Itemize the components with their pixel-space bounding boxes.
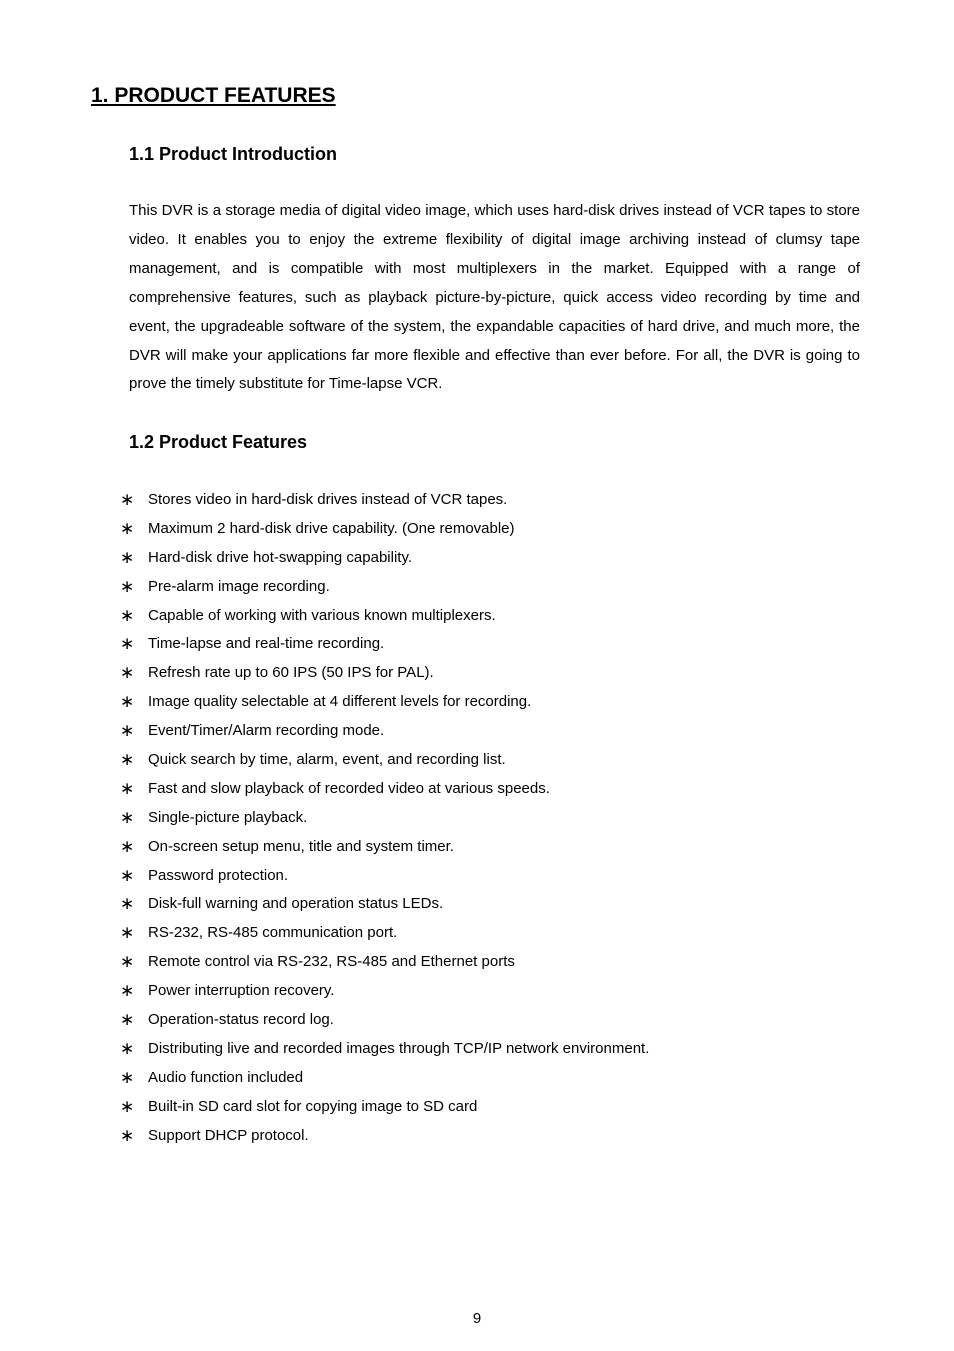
asterisk-bullet-icon: ∗: [120, 894, 135, 914]
list-item: [120, 1035, 649, 1064]
feature-text: Disk-full warning and operation status LEDs.: [148, 895, 444, 913]
feature-list: [120, 486, 649, 1150]
list-item: [120, 1006, 649, 1035]
asterisk-bullet-icon: ∗: [120, 807, 135, 827]
feature-text: Operation-status record log.: [148, 1011, 334, 1029]
feature-text: Stores video in hard-disk drives instead of VCR tapes.: [148, 491, 508, 508]
list-item: [120, 862, 649, 891]
list-item: [120, 1093, 649, 1122]
list-item: [120, 746, 649, 775]
feature-text: Time-lapse and real-time recording.: [148, 635, 385, 653]
list-item: [120, 1122, 649, 1151]
list-item: [120, 948, 649, 977]
feature-text: Quick search by time, alarm, event, and recording list.: [148, 751, 506, 769]
list-item: [120, 659, 649, 688]
asterisk-bullet-icon: ∗: [120, 981, 135, 1001]
feature-text: Maximum 2 hard-disk drive capability. (One removable): [148, 519, 515, 537]
asterisk-bullet-icon: ∗: [120, 750, 135, 770]
list-item: [120, 775, 649, 804]
feature-text: Capable of working with various known multiplexers.: [148, 606, 496, 624]
asterisk-bullet-icon: ∗: [120, 923, 135, 943]
page-title: 1. PRODUCT FEATURES: [91, 84, 336, 107]
feature-text: Password protection.: [148, 866, 289, 884]
list-item: [120, 977, 649, 1006]
asterisk-bullet-icon: ∗: [120, 778, 135, 798]
list-item: [120, 544, 649, 573]
asterisk-bullet-icon: ∗: [120, 1038, 135, 1058]
list-item: [120, 833, 649, 862]
feature-text: Refresh rate up to 60 IPS (50 IPS for PAL).: [148, 664, 434, 682]
section-title-features: 1.2 Product Features: [129, 432, 308, 452]
feature-text: Hard-disk drive hot-swapping capability.: [148, 548, 413, 566]
feature-text: Image quality selectable at 4 different levels for recording.: [148, 693, 532, 711]
asterisk-bullet-icon: ∗: [120, 518, 135, 538]
list-item: [120, 515, 649, 544]
feature-text: RS-232, RS-485 communication port.: [148, 924, 398, 942]
feature-text: Built-in SD card slot for copying image to SD card: [148, 1097, 478, 1115]
asterisk-bullet-icon: ∗: [120, 836, 135, 856]
list-item: [120, 717, 649, 746]
asterisk-bullet-icon: ∗: [120, 490, 135, 509]
list-item: [120, 688, 649, 717]
list-item: [120, 919, 649, 948]
asterisk-bullet-icon: ∗: [120, 605, 135, 625]
list-item: [120, 890, 649, 919]
asterisk-bullet-icon: ∗: [120, 1096, 135, 1116]
asterisk-bullet-icon: ∗: [120, 721, 135, 741]
list-item: [120, 602, 649, 631]
asterisk-bullet-icon: ∗: [120, 547, 135, 567]
asterisk-bullet-icon: ∗: [120, 1067, 135, 1087]
section-title-introduction: 1.1 Product Introduction: [129, 144, 338, 164]
feature-text: Event/Timer/Alarm recording mode.: [148, 722, 385, 740]
feature-text: On-screen setup menu, title and system timer.: [148, 837, 454, 855]
asterisk-bullet-icon: ∗: [120, 1125, 135, 1145]
asterisk-bullet-icon: ∗: [120, 952, 135, 972]
asterisk-bullet-icon: ∗: [120, 576, 135, 596]
asterisk-bullet-icon: ∗: [120, 634, 135, 654]
feature-text: Audio function included: [148, 1068, 304, 1086]
feature-text: Power interruption recovery.: [148, 982, 335, 1000]
asterisk-bullet-icon: ∗: [120, 692, 135, 712]
feature-text: Distributing live and recorded images through TCP/IP network environment.: [148, 1039, 650, 1057]
list-item: [120, 573, 649, 602]
feature-text: Single-picture playback.: [148, 808, 308, 826]
list-item: [120, 1064, 649, 1093]
list-item: [120, 486, 649, 515]
feature-text: Fast and slow playback of recorded video at various speeds.: [148, 779, 550, 797]
asterisk-bullet-icon: ∗: [120, 1010, 135, 1030]
introduction-paragraph: This DVR is a storage media of digital video image, which uses hard-disk drives instead of VCR tapes to store video. It enables you to enjoy the extreme flexibility of digital image archiving instead of clumsy tape management, and is compatible with most multiplexers in the market. Equipped with a range of comprehensive features, such as playback picture-by-picture, quick access video recording by time and event, the upgradeable software of the system, the expandable capacities of hard drive, and much more, the DVR will make your applications far more flexible and effective than ever before. For all, the DVR is going to prove the timely substitute for Time-lapse VCR.: [129, 202, 860, 393]
asterisk-bullet-icon: ∗: [120, 865, 135, 885]
feature-text: Remote control via RS-232, RS-485 and Ethernet ports: [148, 953, 515, 971]
feature-text: Pre-alarm image recording.: [148, 577, 330, 595]
list-item: [120, 804, 649, 833]
asterisk-bullet-icon: ∗: [120, 663, 135, 683]
feature-text: Support DHCP protocol.: [148, 1126, 309, 1144]
page-number: 9: [472, 1310, 482, 1327]
list-item: [120, 630, 649, 659]
